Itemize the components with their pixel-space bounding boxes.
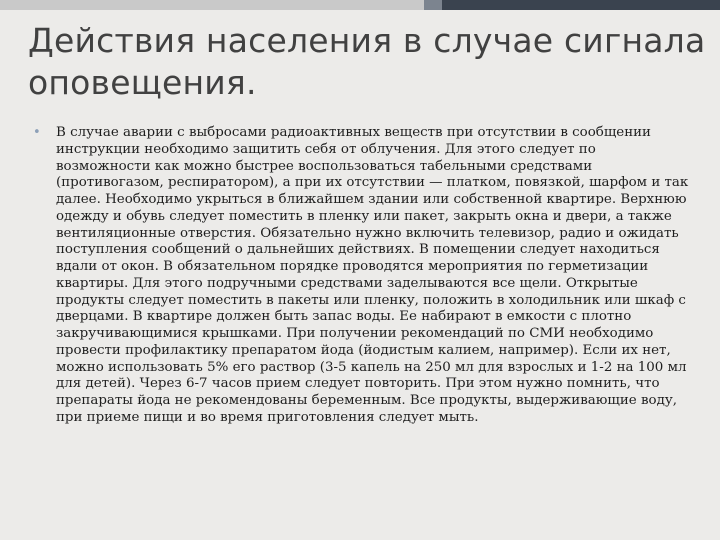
bullet-text: В случае аварии с выбросами радиоактивных веществ при отсутствии в сообщении инструкции необходимо защитить себя от облучения. Для этого следует по возможности как можно быстрее воспользоваться табельными средствами (противогазом, респиратором), а при их отсутствии — платком, повязкой, шарфом и так далее. Необходимо укрыться в ближайшем здании или собственной квартире. Верхнюю одежду и обувь следует поместить в пленку или пакет, закрыть окна и двери, а также вентиляционные отверстия. Обязательно нужно включить телевизор, радио и ожидать поступления сообщений о дальнейших действиях. В помещении следует находиться вдали от окон. В обязательном порядке проводятся мероприятия по герметизации квартиры. Для этого подручными средствами заделываются все щели. Открытые продукты следует поместить в пакеты или пленку, положить в холодильник или шкаф с дверцами. В квартире должен быть запас воды. Ее набирают в емкости с плотно закручивающимися крышками. При получении рекомендаций по СМИ необходимо провести профилактику препаратом йода (йодистым калием, например). Если их нет, можно использовать 5% его раствор (3-5 капель на 250 мл для взрослых и 1-2 на 100 мл для детей). Через 6-7 часов прием следует повторить. При этом нужно помнить, что препараты йода не рекомендованы беременным. Все продукты, выдерживающие воду, при приеме пищи и во время приготовления следует мыть. [56,125,689,425]
bullet-item [33,125,693,427]
slide-content [33,125,693,427]
top-decorative-bar [0,0,720,10]
top-bar-accent-segment [424,0,442,10]
top-bar-dark-segment [442,0,720,10]
slide-title: Действия населения в случае сигнала оповещения. [28,21,706,102]
bullet-marker: • [33,125,41,140]
